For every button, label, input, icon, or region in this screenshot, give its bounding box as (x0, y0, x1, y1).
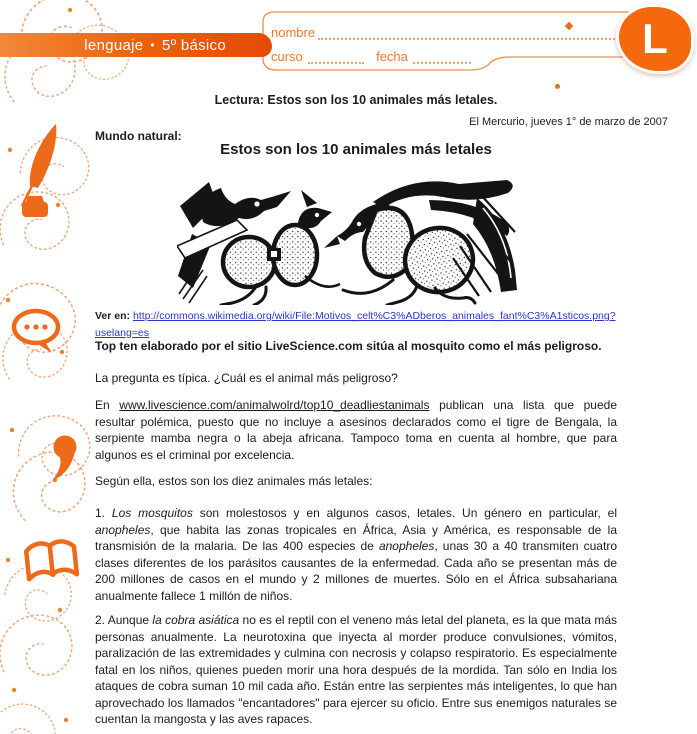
source-date: El Mercurio, jueves 1° de marzo de 2007 (469, 116, 668, 128)
name-field-row (271, 25, 663, 40)
student-fields-box (260, 8, 676, 74)
item1-text-2: , que habita las zonas tropicales en África, Asia y América, es responsable de la transmisión de la malaria. De las 400 especies de (95, 522, 617, 553)
section-label: Mundo natural: (95, 129, 182, 143)
course-fill-line (308, 52, 364, 64)
open-book-icon (26, 540, 77, 579)
item2-number: 2. Aunque (95, 613, 153, 627)
article-question: La pregunta es típica. ¿Cuál es el animal más peligroso? (95, 371, 398, 385)
article-lead: Top ten elaborado por el sitio LiveScience.com sitúa al mosquito como el más peligroso. (95, 339, 602, 353)
date-fill-line (413, 52, 471, 64)
item1-number: 1. (95, 506, 112, 520)
course-label: curso (271, 49, 303, 64)
item1-text-3: , unas 30 a 40 transmiten cuatro clases diferentes de los parásitos causantes de la enfermedad. Cada año se presentan más de 200 millones de casos en el mundo y 2 millones de muertes. Sólo en el África subsahariana anualmente fallece 1 millón de niños. (95, 539, 617, 603)
item1-italic-anopheles-1: anopheles (95, 522, 151, 537)
name-fill-line (318, 28, 663, 40)
date-label: fecha (376, 49, 408, 64)
article-illustration (177, 178, 517, 305)
speech-bubble-icon (14, 311, 58, 353)
banner-subject: lenguaje (84, 37, 144, 54)
livescience-link[interactable]: www.livescience.com/animalwolrd/top10_deadliestanimals (119, 398, 430, 412)
ver-en-label: Ver en: (95, 310, 133, 322)
lectura-heading: Lectura: Estos son los 10 animales más letales. (214, 93, 498, 107)
left-bird-figure (177, 182, 340, 305)
logo-letter: L (642, 15, 668, 62)
quill-inkwell-icon (22, 124, 56, 217)
item1-italic-mosquitos: Los mosquitos (111, 506, 193, 520)
image-source-line (95, 308, 617, 341)
source-paragraph (95, 397, 617, 463)
article-title: Estos son los 10 animales más letales (220, 141, 492, 158)
dot-decoration (555, 84, 560, 89)
list-item-1 (95, 505, 617, 604)
subject-banner (0, 33, 272, 57)
banner-bullet-icon: • (150, 38, 155, 52)
item2-italic-cobra: la cobra asiática (152, 613, 240, 627)
banner-grade: 5º básico (161, 37, 226, 54)
course-date-row (271, 49, 471, 64)
wikimedia-link[interactable]: http://commons.wikimedia.org/wiki/File:Motivos_celt%C3%ADberos_animales_fant%C3%A1sticos.png?uselang=es (95, 310, 616, 339)
item1-text-1: son molestosos y en algunos casos, letales. Un género en particular, el (192, 506, 618, 520)
list-item-2 (95, 612, 617, 728)
name-label: nombre (271, 25, 316, 40)
source-paragraph-prefix: En (95, 398, 120, 412)
right-bird-figure (324, 180, 517, 305)
list-intro: Según ella, estos son los diez animales más letales: (95, 474, 373, 488)
source-paragraph-rest: publican una lista que puede resultar polémica, puesto que no incluye a asesinos declarados como el tigre de Bengala, la serpiente mamba negra o la abeja africana. Tampoco toma en cuenta al hombre, que para algunos es el criminal por excelencia. (95, 398, 617, 462)
item2-text-1: no es el reptil con el veneno más letal del planeta, es la que mata más personas anualmente. La neurotoxina que inyecta al morder produce convulsiones, vómitos, paralización de las extremidades y culmina con necrosis y colapso respiratorio. Es especialmente fatal en los niños, quienes pueden morir una hora después de la mordida. Tan sólo en India los ataques de cobra suman 10 mil cada año. Están entre las serpientes más inteligentes, lo que han aprovechado los llamados "encantadores" para ejercer su oficio. Entre sus enemigos naturales se cuentan la mangosta y las aves rapaces. (95, 613, 617, 726)
item1-italic-anopheles-2: anopheles (378, 539, 435, 553)
